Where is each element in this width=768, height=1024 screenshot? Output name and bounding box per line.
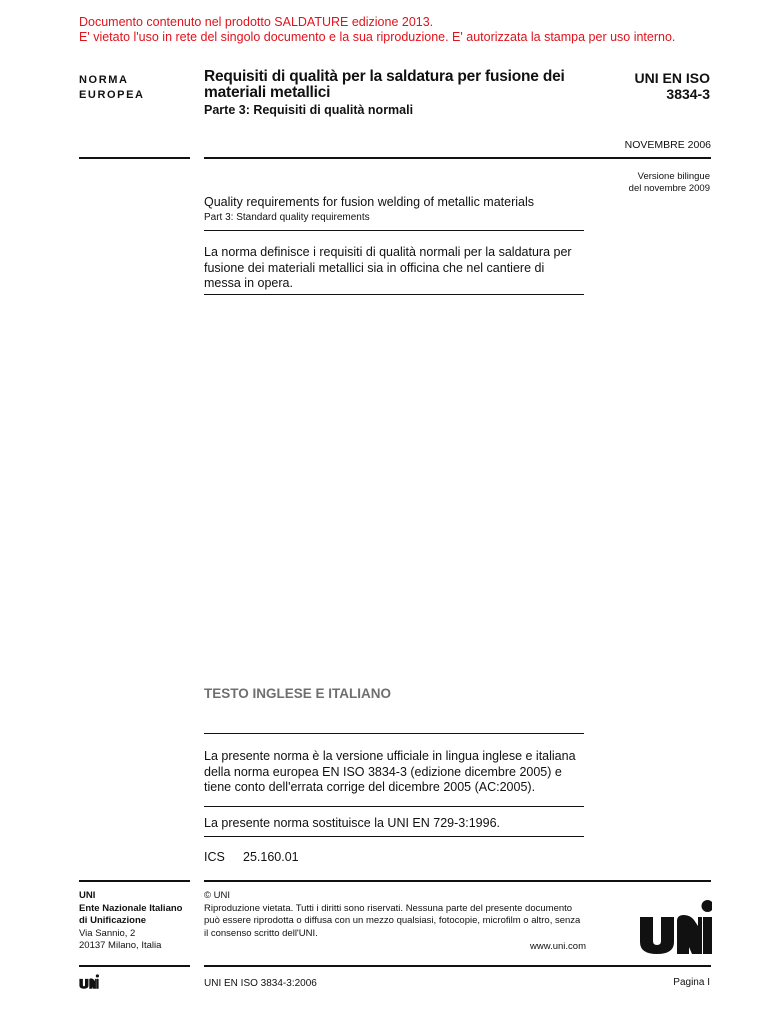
standard-code: UNI EN ISO 3834-3	[634, 70, 710, 102]
footer-code: UNI EN ISO 3834-3:2006	[204, 978, 317, 989]
copyright-block: © UNI Riproduzione vietata. Tutti i diritti sono riservati. Nessuna parte del presente documento può essere riprodotta o diffusa con un mezzo qualsiasi, fotocopie, microfilm o altro, senza il consenso scritto dell'UNI. www.uni.com	[204, 890, 586, 952]
section-heading: TESTO INGLESE E ITALIANO	[204, 686, 392, 701]
footer-rule-main	[204, 880, 711, 882]
footer-bottom-rule-left	[79, 965, 190, 967]
replaces-rule	[204, 836, 584, 837]
norma-label: NORMA EUROPEA	[79, 74, 145, 101]
header-rule-left	[79, 157, 190, 159]
organization-info: UNI Ente Nazionale Italiano di Unificazione Via Sannio, 2 20137 Milano, Italia	[79, 890, 183, 951]
version-note: Versione bilingue del novembre 2009	[628, 171, 710, 194]
footer-bottom-rule-main	[204, 965, 711, 967]
uni-logo	[640, 895, 712, 955]
uni-logo-mark	[640, 895, 712, 955]
document-subtitle: Parte 3: Requisiti di qualità normali	[204, 103, 414, 117]
footer-rule-left	[79, 880, 190, 882]
replaces-text: La presente norma sostituisce la UNI EN 729-3:1996.	[204, 816, 500, 830]
page-number: Pagina I	[673, 977, 710, 988]
publication-date: NOVEMBRE 2006	[624, 139, 711, 151]
official-version-text: La presente norma è la versione ufficiale in lingua inglese e italiana della norma europea EN ISO 3834-3 (edizione dicembre 2005) e tiene conto dell'errata corrige del dicembre 2005 (AC:2005).	[204, 749, 576, 794]
english-subtitle: Part 3: Standard quality requirements	[204, 212, 370, 223]
abstract: La norma definisce i requisiti di qualità normali per la saldatura per fusione dei materiali metallici sia in officina che nel cantiere di messa in opera.	[204, 245, 572, 290]
notice-line-2: E' vietato l'uso in rete del singolo documento e la sua riproduzione. E' autorizzata la stampa per uso interno.	[79, 30, 676, 44]
abstract-rule	[204, 294, 584, 295]
english-rule	[204, 230, 584, 231]
header-rule-main	[204, 157, 711, 159]
english-title: Quality requirements for fusion welding of metallic materials	[204, 195, 534, 209]
uni-logo-small	[79, 973, 99, 989]
website-link[interactable]: www.uni.com	[530, 941, 586, 952]
notice-line-1: Documento contenuto nel prodotto SALDATURE edizione 2013.	[79, 15, 434, 29]
uni-logo-small-mark	[79, 973, 99, 989]
section-rule	[204, 733, 584, 734]
ics-value: 25.160.01	[243, 850, 299, 864]
document-title: Requisiti di qualità per la saldatura per fusione dei materiali metallici	[204, 68, 565, 101]
ics-label: ICS	[204, 850, 225, 864]
official-rule	[204, 806, 584, 807]
